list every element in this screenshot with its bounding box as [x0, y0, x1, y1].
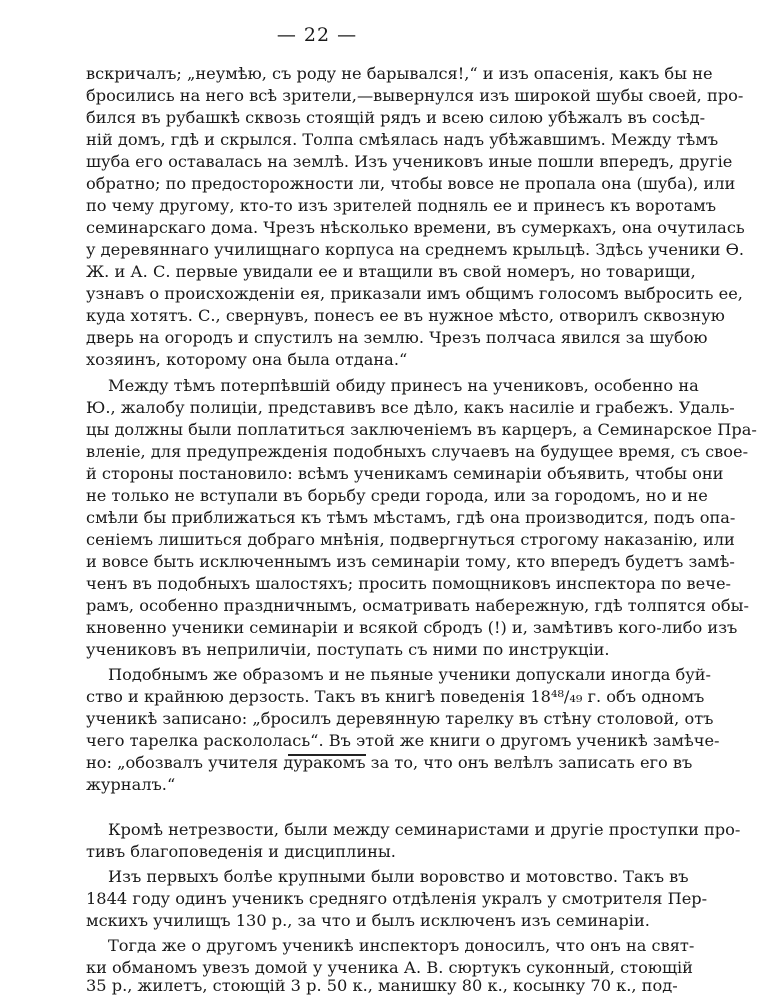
text-line: вскричалъ; „неумѣю, съ роду не барывался!,“ и изъ опасенія, какъ бы не [86, 64, 713, 83]
text-line: рамъ, особенно праздничнымъ, осматривать набережную, гдѣ толпятся обы- [86, 596, 749, 615]
text-line: по чему другому, кто-то изъ зрителей подняль ее и принесъ къ воротамъ [86, 196, 717, 215]
text-line: бился въ рубашкѣ сквозь стоящій рядъ и всею силою убѣжалъ въ сосѣд- [86, 108, 706, 127]
text-line: ній домъ, гдѣ и скрылся. Толпа смѣялась надъ убѣжавшимъ. Между тѣмъ [86, 130, 719, 149]
text-line: учениковъ въ неприличіи, поступать съ ними по инструкціи. [86, 640, 610, 659]
text-line: узнавъ о происхожденіи ея, приказали имъ общимъ голосомъ выбросить ее, [86, 284, 743, 303]
text-line: ки обманомъ увезъ домой у ученика А. В. сюртукъ суконный, стоющій [86, 958, 693, 977]
text-line: й стороны постановило: всѣмъ ученикамъ семинаріи объявить, чтобы они [86, 464, 724, 483]
paragraph-first-line: Тогда же о другомъ ученикѣ инспекторъ доносилъ, что онъ на свят- [108, 936, 695, 955]
text-line: и вовсе быть исключеннымъ изъ семинаріи тому, кто впередъ будетъ замѣ- [86, 552, 735, 571]
text-line: ство и крайнюю дерзость. Такъ въ книгѣ поведенія 18⁴⁸/₄₉ г. объ одномъ [86, 687, 705, 706]
text-line: шуба его оставалась на землѣ. Изъ учениковъ иные пошли впередъ, другіе [86, 152, 733, 171]
text-line: семинарскаго дома. Чрезъ нѣсколько времени, въ сумеркахъ, она очутилась [86, 218, 745, 237]
text-line: но: „обозвалъ учителя дуракомъ за то, что онъ велѣлъ записать его въ [86, 753, 693, 772]
text-line: не только не вступали въ борьбу среди города, или за городомъ, но и не [86, 486, 708, 505]
text-line: 35 р., жилетъ, стоющій 3 р. 50 к., манишку 80 к., косынку 70 к., под- [86, 976, 678, 995]
text-line: Ж. и А. С. первые увидали ее и втащили въ свой номеръ, но товарищи, [86, 262, 696, 281]
text-line: сеніемъ лишиться добраго мнѣнія, подвергнуться строгому наказанію, или [86, 530, 735, 549]
text-line: журналъ.“ [86, 775, 176, 794]
text-line: вленіе, для предупрежденія подобныхъ случаевъ на будущее время, съ свое- [86, 442, 749, 461]
text-line: 1844 году одинъ ученикъ средняго отдѣленія укралъ у смотрителя Пер- [86, 889, 708, 908]
section-divider [288, 754, 366, 756]
page-number-header: — 22 — [276, 24, 358, 46]
text-line: чего тарелка раскололась“. Въ этой же книги о другомъ ученикѣ замѣче- [86, 731, 720, 750]
text-line: мскихъ училищъ 130 р., за что и былъ исключенъ изъ семинаріи. [86, 911, 650, 930]
text-line: кновенно ученики семинаріи и всякой сбродъ (!) и, замѣтивъ кого-либо изъ [86, 618, 738, 637]
paragraph-first-line: Изъ первыхъ болѣе крупными были воровство и мотовство. Такъ въ [108, 867, 689, 886]
text-line: смѣли бы приближаться къ тѣмъ мѣстамъ, гдѣ она производится, подъ опа- [86, 508, 736, 527]
paragraph-first-line: Кромѣ нетрезвости, были между семинаристами и другіе проступки про- [108, 820, 741, 839]
text-line: дверь на огородъ и спустилъ на землю. Чрезъ полчаса явился за шубою [86, 328, 708, 347]
text-line: куда хотятъ. С., свернувъ, понесъ ее въ нужное мѣсто, отворилъ сквозную [86, 306, 725, 325]
text-line: хозяинъ, которому она была отдана.“ [86, 350, 408, 369]
paragraph-first-line: Подобнымъ же образомъ и не пьяные ученики допускали иногда буй- [108, 665, 712, 684]
text-line: тивъ благоповеденія и дисциплины. [86, 842, 396, 861]
paragraph-first-line: Между тѣмъ потерпѣвшій обиду принесъ на учениковъ, особенно на [108, 376, 699, 395]
text-line: ченъ въ подобныхъ шалостяхъ; просить помощниковъ инспектора по вече- [86, 574, 732, 593]
text-line: обратно; по предосторожности ли, чтобы вовсе не пропала она (шуба), или [86, 174, 736, 193]
text-line: ученикѣ записано: „бросилъ деревянную тарелку въ стѣну столовой, отъ [86, 709, 714, 728]
text-line: у деревяннаго училищнаго корпуса на среднемъ крыльцѣ. Здѣсь ученики Ѳ. [86, 240, 745, 259]
text-line: бросились на него всѣ зрители,—вывернулся изъ широкой шубы своей, про- [86, 86, 744, 105]
text-line: Ю., жалобу полиціи, представивъ все дѣло, какъ насиліе и грабежъ. Удаль- [86, 398, 735, 417]
text-line: цы должны были поплатиться заключеніемъ въ карцеръ, а Семинарское Пра- [86, 420, 757, 439]
